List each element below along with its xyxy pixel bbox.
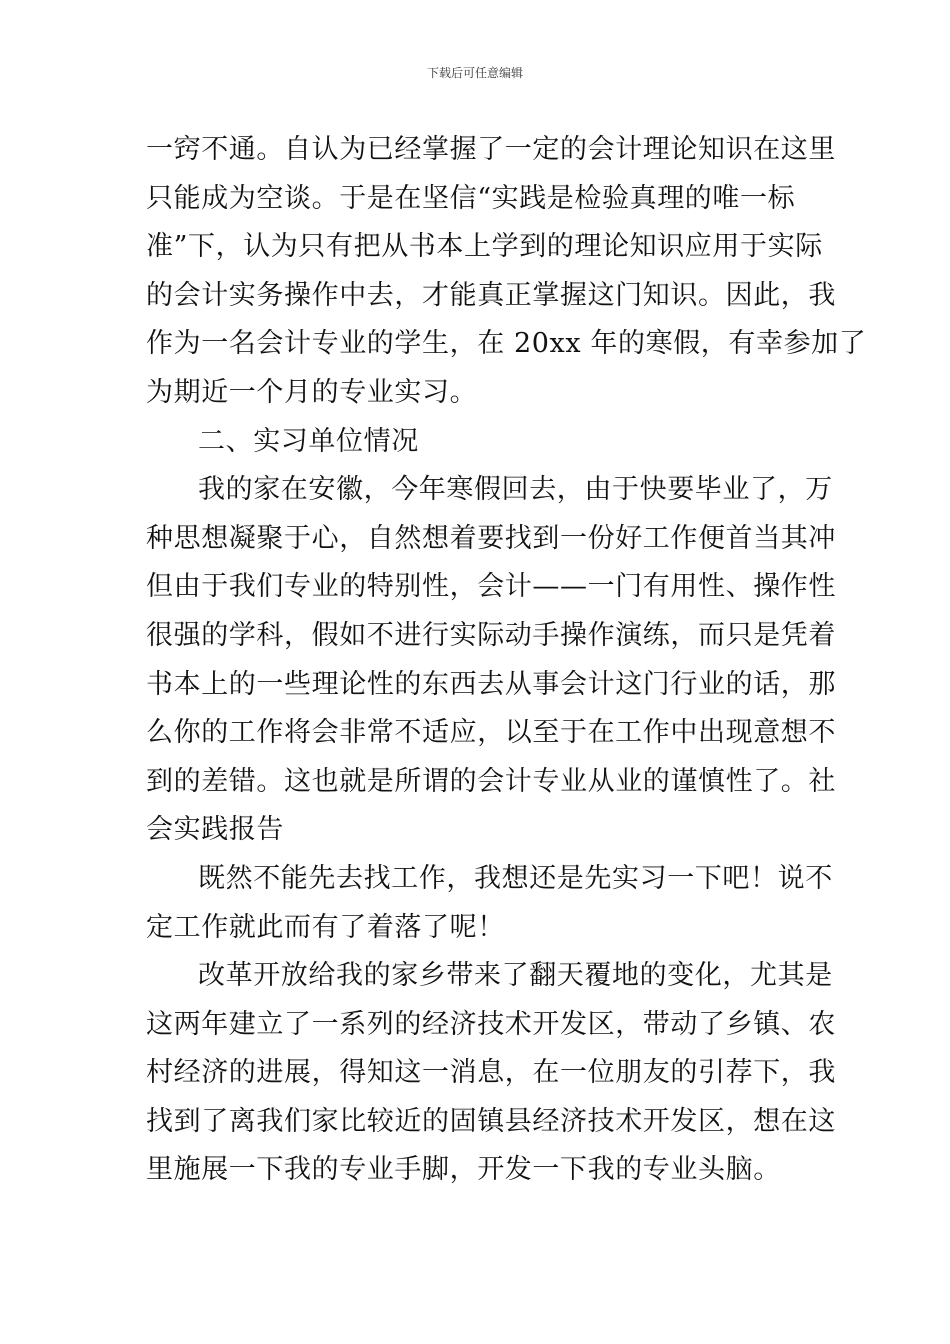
text-line: 一窍不通。自认为已经掌握了一定的会计理论知识在这里 [146, 134, 836, 165]
text-line: 很强的学科，假如不进行实际动手操作演练，而只是凭着 [146, 619, 836, 651]
document-body [146, 126, 867, 1195]
text-line: 既然不能先去找工作，我想还是先实习一下吧！说不 [198, 862, 833, 894]
text-line: 我的家在安徽，今年寒假回去，由于快要毕业了，万 [198, 474, 833, 506]
text-line: 准”下，认为只有把从书本上学到的理论知识应用于实际 [146, 231, 823, 263]
text-line: 村经济的进展，得知这一消息，在一位朋友的引荐下，我 [146, 1057, 836, 1089]
text-line: 么你的工作将会非常不适应，以至于在工作中出现意想不 [146, 717, 836, 749]
text-line: 改革开放给我的家乡带来了翻天覆地的变化，尤其是 [198, 960, 833, 992]
text-line: 作为一名会计专业的学生，在 20xx 年的寒假，有幸参加了 [146, 328, 867, 360]
text-line: 为期近一个月的专业实习。 [146, 376, 478, 408]
text-line: 会实践报告 [146, 814, 284, 846]
text-line: 书本上的一些理论性的东西去从事会计这门行业的话，那 [146, 668, 836, 700]
text-line: 的会计实务操作中去，才能真正掌握这门知识。因此，我 [146, 279, 836, 311]
text-line: 定工作就此而有了着落了呢！ [146, 911, 505, 943]
text-line: 里施展一下我的专业手脚，开发一下我的专业头脑。 [146, 1154, 781, 1186]
text-line: 到的差错。这也就是所谓的会计专业从业的谨慎性了。社 [146, 765, 836, 797]
text-line: 找到了离我们家比较近的固镇县经济技术开发区，想在这 [146, 1105, 836, 1137]
section-heading: 二、实习单位情况 [198, 425, 419, 457]
text-line: 但由于我们专业的特别性，会计——一门有用性、操作性 [146, 571, 836, 603]
text-line: 种思想凝聚于心，自然想着要找到一份好工作便首当其冲 [146, 522, 836, 554]
text-line: 只能成为空谈。于是在坚信“实践是检验真理的唯一标 [146, 182, 796, 214]
text-line: 这两年建立了一系列的经济技术开发区，带动了乡镇、农 [146, 1008, 836, 1040]
page-header-note: 下载后可任意编辑 [426, 66, 523, 80]
